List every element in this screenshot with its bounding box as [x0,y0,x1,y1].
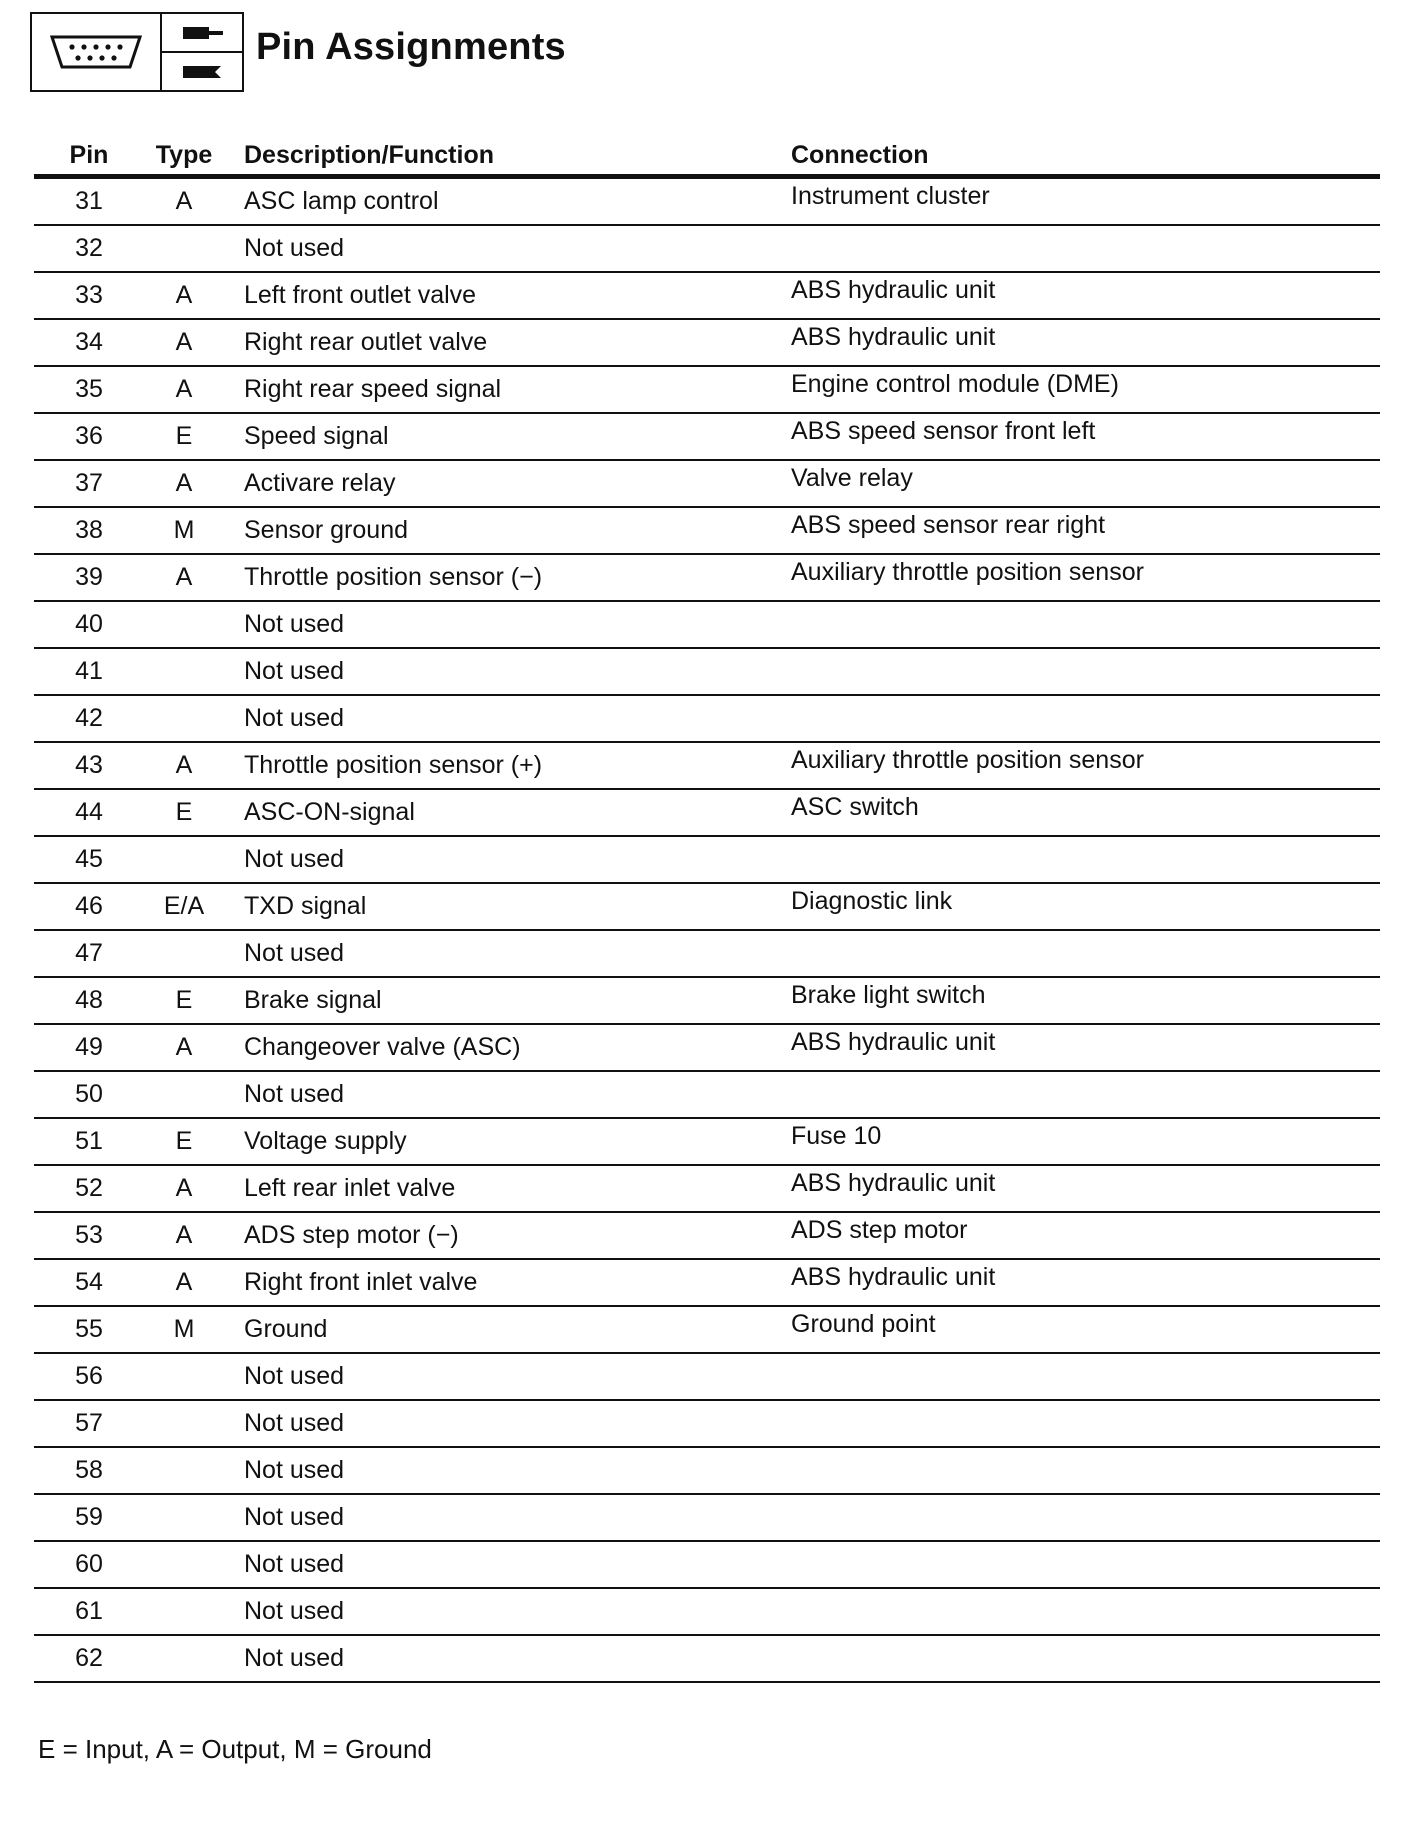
type-cell: A [175,1221,193,1249]
female-pin-icon [162,53,242,90]
description-cell: Not used [244,1080,345,1108]
description-cell: Voltage supply [244,1127,407,1155]
table-row [34,1495,1380,1542]
table-row [34,1025,1380,1072]
table-row [34,320,1380,367]
pin-cell: 57 [75,1409,103,1437]
connection-cell: Fuse 10 [791,1122,882,1150]
table-row [34,649,1380,696]
type-cell: M [173,1315,195,1343]
pin-cell: 47 [75,939,103,967]
pin-cell: 42 [75,704,103,732]
table-row [34,1589,1380,1636]
connection-cell: ABS hydraulic unit [791,276,996,304]
type-cell: A [175,751,193,779]
description-cell: Not used [244,234,345,262]
description-cell: Left front outlet valve [244,281,477,309]
description-cell: Not used [244,657,345,685]
pin-cell: 55 [75,1315,103,1343]
type-cell: A [175,469,193,497]
table-row [34,1307,1380,1354]
description-cell: Not used [244,1409,345,1437]
connector-pin-icons [30,12,244,92]
connection-cell: Ground point [791,1310,936,1338]
pin-cell: 56 [75,1362,103,1390]
description-cell: Ground [244,1315,328,1343]
description-cell: Right rear outlet valve [244,328,488,356]
pin-cell: 36 [75,422,103,450]
page-title: Pin Assignments [256,25,566,68]
type-cell: A [175,563,193,591]
connector-icon [32,14,162,90]
pin-cell: 39 [75,563,103,591]
table-row [34,978,1380,1025]
connection-cell: ABS hydraulic unit [791,1263,996,1291]
pin-cell: 32 [75,234,103,262]
description-cell: Left rear inlet valve [244,1174,456,1202]
connection-cell: Diagnostic link [791,887,953,915]
type-cell: E [175,798,193,826]
description-cell: Throttle position sensor (−) [244,563,543,591]
table-row [34,226,1380,273]
pin-cell: 59 [75,1503,103,1531]
pin-cell: 33 [75,281,103,309]
pin-cell: 45 [75,845,103,873]
pin-cell: 62 [75,1644,103,1672]
connection-cell: ADS step motor [791,1216,968,1244]
connection-cell: Auxiliary throttle position sensor [791,746,1144,774]
pin-cell: 48 [75,986,103,1014]
pin-cell: 31 [75,187,103,215]
pin-cell: 34 [75,328,103,356]
pin-cell: 38 [75,516,103,544]
description-cell: Brake signal [244,986,382,1014]
type-cell: E/A [163,892,205,920]
description-cell: Not used [244,1503,345,1531]
description-cell: Sensor ground [244,516,409,544]
table-row [34,1448,1380,1495]
pin-cell: 52 [75,1174,103,1202]
pin-cell: 41 [75,657,103,685]
table-row [34,508,1380,555]
description-cell: Not used [244,1644,345,1672]
table-body [34,179,1380,1683]
pin-cell: 58 [75,1456,103,1484]
pin-cell: 40 [75,610,103,638]
table-row [34,461,1380,508]
description-cell: ASC-ON-signal [244,798,415,826]
table-row [34,1119,1380,1166]
description-cell: Throttle position sensor (+) [244,751,543,779]
pin-cell: 61 [75,1597,103,1625]
header-description: Description/Function [244,141,494,169]
type-cell: E [175,1127,193,1155]
pin-assignment-table [34,130,1380,1683]
pin-cell: 51 [75,1127,103,1155]
description-cell: Changeover valve (ASC) [244,1033,521,1061]
table-row [34,1072,1380,1119]
description-cell: Not used [244,939,345,967]
pin-cell: 53 [75,1221,103,1249]
type-cell: A [175,1033,193,1061]
type-cell: A [175,281,193,309]
description-cell: Right front inlet valve [244,1268,478,1296]
pin-cell: 43 [75,751,103,779]
table-row [34,273,1380,320]
description-cell: Not used [244,1597,345,1625]
pin-cell: 50 [75,1080,103,1108]
pin-cell: 37 [75,469,103,497]
pin-cell: 46 [75,892,103,920]
description-cell: Not used [244,704,345,732]
table-row [34,790,1380,837]
table-row [34,931,1380,978]
table-row [34,1401,1380,1448]
male-pin-icon [162,14,242,53]
connection-cell: Instrument cluster [791,182,990,210]
table-row [34,414,1380,461]
table-row [34,837,1380,884]
table-row [34,743,1380,790]
table-row [34,555,1380,602]
type-cell: M [173,516,195,544]
description-cell: Not used [244,610,345,638]
type-cell: A [175,1268,193,1296]
header-pin: Pin [69,141,109,169]
table-row [34,1354,1380,1401]
table-row [34,1260,1380,1307]
table-row [34,179,1380,226]
table-row [34,884,1380,931]
table-row [34,367,1380,414]
description-cell: ASC lamp control [244,187,439,215]
type-cell: A [175,328,193,356]
connection-cell: Engine control module (DME) [791,370,1119,398]
connection-cell: ABS hydraulic unit [791,1028,996,1056]
connection-cell: ABS hydraulic unit [791,1169,996,1197]
pin-cell: 60 [75,1550,103,1578]
table-row [34,1542,1380,1589]
header-type: Type [155,141,213,169]
connection-cell: ABS hydraulic unit [791,323,996,351]
description-cell: TXD signal [244,892,367,920]
connection-cell: Brake light switch [791,981,986,1009]
pin-cell: 54 [75,1268,103,1296]
connection-cell: ABS speed sensor front left [791,417,1096,445]
connection-cell: Auxiliary throttle position sensor [791,558,1144,586]
connection-cell: ABS speed sensor rear right [791,511,1106,539]
description-cell: Right rear speed signal [244,375,502,403]
table-row [34,696,1380,743]
header-connection: Connection [791,141,929,169]
pin-cell: 35 [75,375,103,403]
table-row [34,602,1380,649]
connection-cell: Valve relay [791,464,913,492]
header [30,12,566,92]
description-cell: Not used [244,1456,345,1484]
pin-type-icon [162,14,242,90]
type-cell: A [175,375,193,403]
type-cell: E [175,422,193,450]
type-legend: E = Input, A = Output, M = Ground [38,1734,432,1764]
table-row [34,1636,1380,1683]
description-cell: Speed signal [244,422,389,450]
description-cell: Not used [244,1362,345,1390]
connection-cell: ASC switch [791,793,919,821]
description-cell: Not used [244,845,345,873]
description-cell: Not used [244,1550,345,1578]
type-cell: A [175,1174,193,1202]
description-cell: ADS step motor (−) [244,1221,459,1249]
table-row [34,1213,1380,1260]
pin-cell: 49 [75,1033,103,1061]
pin-cell: 44 [75,798,103,826]
table-header [34,130,1380,179]
type-cell: A [175,187,193,215]
table-row [34,1166,1380,1213]
type-cell: E [175,986,193,1014]
description-cell: Activare relay [244,469,396,497]
